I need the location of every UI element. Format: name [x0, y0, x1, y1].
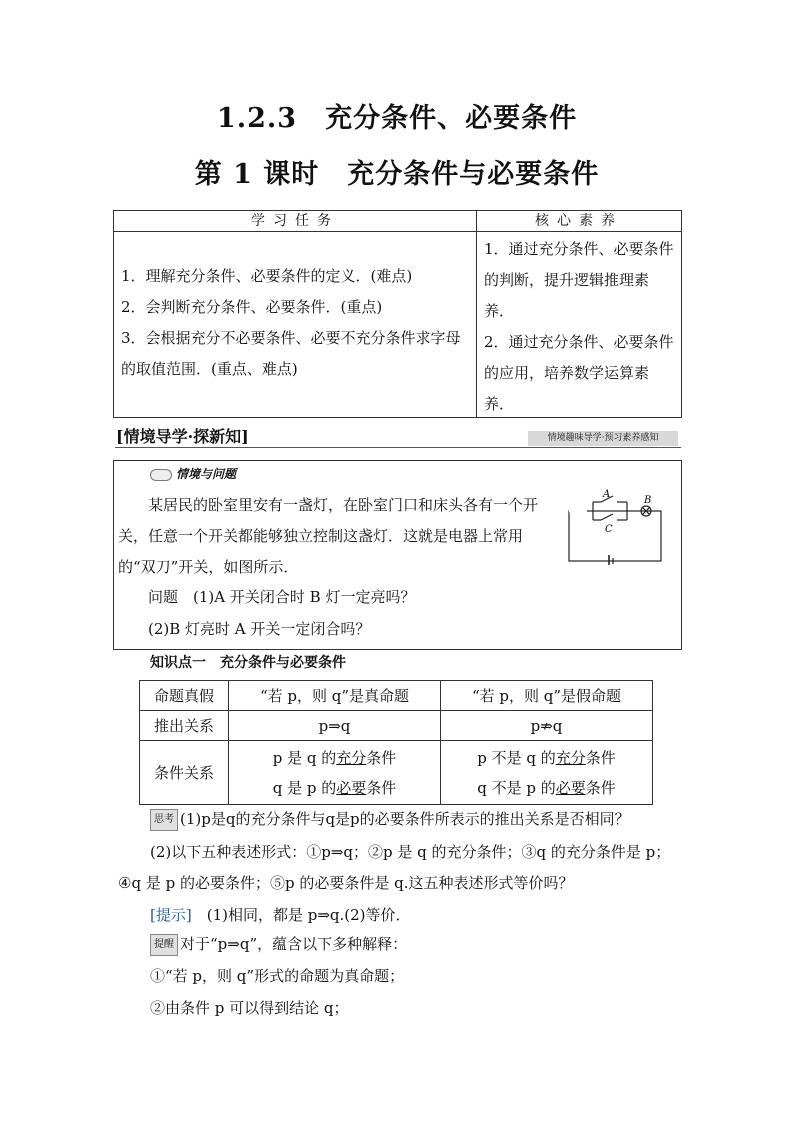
literacy-item: 1．通过充分条件、必要条件的判断，提升逻辑推理素养． [484, 240, 674, 320]
condition-table [139, 680, 653, 805]
circuit-diagram [565, 487, 665, 565]
situation-icon [150, 469, 172, 481]
remind-badge: 提醒 [150, 934, 178, 956]
row-label-truth: 命题真假 [140, 681, 229, 711]
think-q2a: (2)以下五种表述形式：①p⇒q；②p 是 q 的充分条件；③q 的充分条件是 p； [150, 843, 671, 861]
think-hint: [提示] (1)相同，都是 p⇒q.(2)等价． [150, 906, 411, 924]
question-2: (2)B 灯亮时 A 开关一定闭合吗？ [148, 620, 371, 638]
row-label-inference: 推出关系 [140, 711, 229, 741]
literacy-item: 2．通过充分条件、必要条件的应用，培养数学运算素养． [484, 333, 674, 413]
inference-true: p⇒q [229, 711, 441, 741]
relation-true: p 是 q 的充分条件 q 是 p 的必要条件 [229, 741, 441, 805]
lamp-b-label: B [644, 495, 652, 506]
relation-false: p 不是 q 的充分条件 q 不是 p 的必要条件 [441, 741, 653, 805]
question-1: 问题 (1)A 开关闭合时 B 灯一定亮吗？ [148, 588, 416, 606]
task-table-header [114, 211, 681, 232]
switch-c-label: C [605, 524, 613, 535]
task-item: 3．会根据充分不必要条件、必要不充分条件求字母的取值范围．(重点、难点) [121, 329, 461, 378]
knowledge-point-title: 知识点一 充分条件与必要条件 [150, 655, 346, 671]
section-heading: [情境导学·探新知] [116, 427, 249, 446]
hint-label: [提示] [150, 906, 192, 924]
situation-label: 情境与问题 [150, 465, 236, 482]
remind-intro: 提醒 对于“p⇒q”，蕴含以下多种解释： [150, 934, 407, 956]
header-learning-tasks: 学习任务 [114, 211, 477, 231]
remind-item-1: ①“若 p，则 q”形式的命题为真命题； [150, 967, 405, 985]
true-proposition-header: “若 p，则 q”是真命题 [229, 681, 441, 711]
section-divider [115, 447, 681, 448]
task-item: 2．会判断充分条件、必要条件．(重点) [121, 298, 383, 316]
false-proposition-header: “若 p，则 q”是假命题 [441, 681, 653, 711]
lesson-title: 第 1 课时 充分条件与必要条件 [194, 159, 600, 190]
section-title: 1.2.3 充分条件、必要条件 [216, 103, 578, 134]
row-label-relation: 条件关系 [140, 741, 229, 805]
inference-false: p⇏q [441, 711, 653, 741]
situation-text: 某居民的卧室里安有一盏灯，在卧室门口和床头各有一个开关，任意一个开关都能够独立控制这盏灯．这就是电器上常用的“双刀”开关，如图所示． [118, 496, 539, 576]
think-q1: 思考 (1)p是q的充分条件与q是p的必要条件所表示的推出关系是否相同？ [150, 809, 630, 831]
task-table [113, 210, 682, 418]
task-item: 1．理解充分条件、必要条件的定义．(难点) [121, 267, 413, 285]
remind-item-2: ②由条件 p 可以得到结论 q； [150, 999, 349, 1017]
think-badge: 思考 [150, 809, 178, 831]
learning-tasks-cell [114, 232, 477, 417]
think-q2b: ④q 是 p 的必要条件；⑤p 的必要条件是 q.这五种表述形式等价吗？ [118, 874, 574, 892]
section-tag: 情境趣味导学·预习素养感知 [528, 431, 678, 446]
core-literacy-cell [477, 232, 681, 420]
switch-a-label: A [603, 489, 611, 500]
header-core-literacy: 核心素养 [535, 213, 623, 229]
